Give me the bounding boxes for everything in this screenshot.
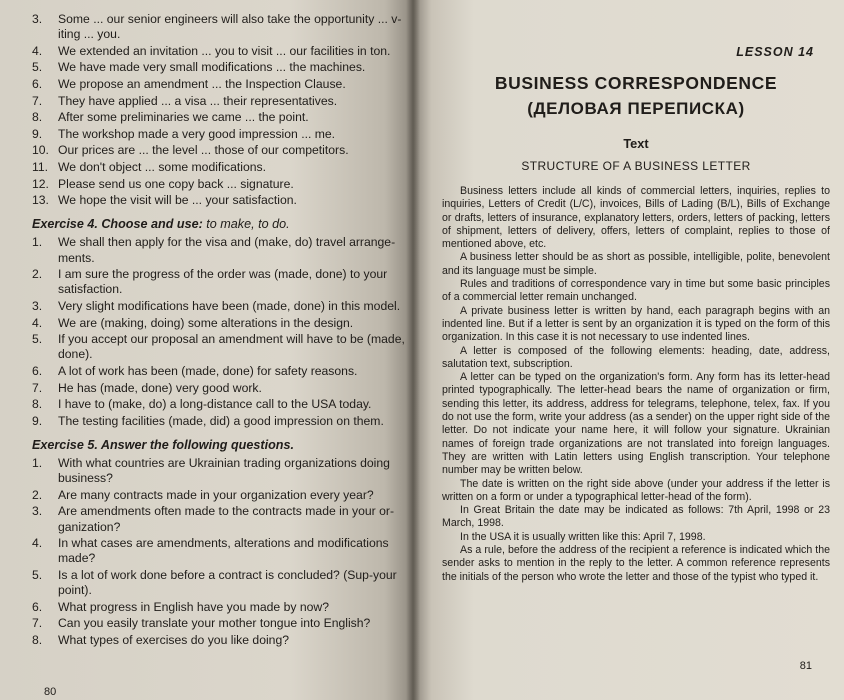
list-item — [32, 364, 406, 379]
item-text: A lot of work has been (made, done) for safety reasons. — [58, 363, 358, 378]
item-text: With what countries are Ukrainian trading organizations doing business? — [58, 455, 390, 486]
item-text: Very slight modifications have been (made, done) in this model. — [58, 298, 401, 313]
list-item — [32, 60, 406, 75]
item-number: 13. — [32, 193, 49, 208]
item-text: After some preliminaries we came ... the point. — [58, 110, 309, 125]
item-text: We have made very small modifications ... the machines. — [58, 60, 366, 75]
left-page — [0, 0, 414, 700]
item-text: Can you easily translate your mother tongue into English? — [58, 616, 371, 631]
list-item — [32, 160, 406, 175]
list-item — [32, 94, 406, 109]
book-gutter — [406, 0, 420, 700]
list-item — [32, 488, 406, 503]
item-number: 2. — [32, 487, 43, 502]
item-number: 3. — [32, 504, 43, 519]
item-text: We don't object ... some modifications. — [58, 159, 267, 174]
exercise-4-list — [32, 235, 406, 429]
item-number: 7. — [32, 616, 43, 631]
page-number-right: 81 — [799, 660, 812, 672]
exercise-5-title: Exercise 5. Answer the following questions. — [32, 437, 294, 452]
list-item — [32, 600, 406, 615]
body-paragraph: A letter can be typed on the organization's form. Any form has its letter-head printed typographically. The letter-head bears the name of organization or firm, sending this letter, its address, address for telegrams, telephone, telex, fax. If you do not use the form, write your address (as a sender) on the upper right side of the letter. Do not indicate your name here, it will follow your signature. Ukrainian names of foreign trade organizations are not translated into foreign languages. They are written with Latin letters using English transcription. Your telephone number may be written below. — [442, 371, 830, 477]
exercise-5-list — [32, 456, 406, 648]
item-number: 9. — [32, 126, 43, 141]
list-item — [32, 332, 406, 362]
list-item — [32, 414, 406, 429]
item-number: 5. — [32, 332, 43, 347]
list-item — [32, 536, 406, 566]
chapter-subtitle: (ДЕЛОВАЯ ПЕРЕПИСКА) — [527, 99, 745, 118]
item-text: They have applied ... a visa ... their representatives. — [58, 93, 338, 108]
item-text: I have to (make, do) a long-distance call to the USA today. — [58, 397, 372, 412]
list-item — [32, 143, 406, 158]
item-text: If you accept our proposal an amendment will have to be (made, done). — [58, 332, 405, 362]
item-text: The workshop made a very good impression ... me. — [58, 126, 336, 141]
body-paragraph: A business letter should be as short as possible, intelligible, polite, benevolent and its language must be simple. — [442, 251, 830, 277]
item-text: I am sure the progress of the order was (made, done) to your satisfaction. — [58, 267, 388, 297]
list-item — [32, 397, 406, 412]
right-page — [414, 0, 844, 700]
body-text — [442, 185, 830, 584]
item-number: 1. — [32, 455, 43, 470]
item-number: 2. — [32, 267, 43, 282]
item-text: In what cases are amendments, alterations and modifications made? — [58, 536, 389, 566]
list-item — [32, 110, 406, 125]
item-number: 8. — [32, 397, 43, 412]
exercise-4-heading: Exercise 4. Choose and use: — [32, 217, 203, 232]
item-number: 5. — [32, 60, 43, 75]
item-number: 4. — [32, 315, 43, 330]
section-label: Text — [623, 136, 649, 151]
exercise-4-title — [32, 217, 406, 231]
list-item — [32, 177, 406, 192]
list-item — [32, 633, 406, 648]
section-title: STRUCTURE OF A BUSINESS LETTER — [521, 159, 751, 173]
item-number: 3. — [32, 12, 43, 26]
item-number: 3. — [32, 298, 43, 313]
item-number: 6. — [32, 76, 43, 91]
item-number: 9. — [32, 413, 43, 428]
item-number: 5. — [32, 567, 43, 582]
item-text: We shall then apply for the visa and (make, do) travel arrange-ments. — [58, 235, 396, 265]
item-number: 7. — [32, 93, 43, 108]
item-number: 6. — [32, 363, 43, 378]
item-text: Is a lot of work done before a contract is concluded? (Sup-your point). — [58, 567, 397, 598]
item-text: Are many contracts made in your organization every year? — [58, 487, 374, 502]
list-item — [32, 381, 406, 396]
body-paragraph: The date is written on the right side above (under your address if the letter is written on a form or under a typographical letter-head of the form). — [442, 477, 830, 503]
item-text: What types of exercises do you like doing? — [58, 632, 290, 647]
body-paragraph: Rules and traditions of correspondence vary in time but some basic principles of a commercial letter remain unchanged. — [442, 278, 830, 304]
list-item — [32, 127, 406, 142]
page-number-left: 80 — [44, 686, 57, 698]
item-number: 8. — [32, 110, 43, 125]
exercise-4-instruction: to make, to do. — [206, 217, 290, 232]
body-paragraph: A letter is composed of the following elements: heading, date, address, salutation text, subscription. — [442, 344, 830, 370]
item-text: What progress in English have you made by now? — [58, 599, 329, 614]
item-text: We hope the visit will be ... your satisfaction. — [58, 193, 297, 208]
item-text: We are (making, doing) some alterations in the design. — [58, 315, 354, 330]
body-paragraph: In the USA it is usually written like this: April 7, 1998. — [460, 530, 706, 543]
list-item — [32, 44, 406, 59]
list-item — [32, 12, 406, 42]
list-item — [32, 235, 406, 265]
list-item — [32, 568, 406, 598]
body-paragraph: Business letters include all kinds of commercial letters, inquiries, replies to inquiries, Letters of Credit (L/C), invoices, Bills of Lading (B/L), Bills of Exchange or drafts, letters of insurance, explanatory letters, orders, letters of packing, letters of shipment, letters of delivery, offers, letters of complaint, replies to those of mentioned above, etc. — [442, 185, 830, 251]
list-item — [32, 193, 406, 208]
item-number: 1. — [32, 235, 43, 250]
list-item — [32, 616, 406, 631]
item-text: Please send us one copy back ... signature. — [58, 176, 294, 191]
list-item — [32, 267, 406, 297]
list-item — [32, 456, 406, 486]
body-paragraph: A private business letter is written by hand, each paragraph begins with an indented line. But if a letter is sent by an organization it is typed on the form of this organization. In this case it is not necessary to use indented lines. — [442, 304, 830, 344]
item-number: 12. — [32, 176, 49, 191]
item-text: He has (made, done) very good work. — [58, 380, 262, 395]
list-item — [32, 316, 406, 331]
item-number: 4. — [32, 536, 43, 551]
body-paragraph: In Great Britain the date may be indicated as follows: 7th April, 1998 or 23 March, 1998. — [442, 504, 830, 530]
item-number: 6. — [32, 599, 43, 614]
item-number: 4. — [32, 43, 43, 58]
item-text: Are amendments often made to the contracts made in your or-ganization? — [58, 504, 395, 534]
list-item — [32, 504, 406, 534]
exercise-3-list — [32, 12, 406, 208]
lesson-header: LESSON 14 — [736, 45, 814, 59]
item-text: Some ... our senior engineers will also take the opportunity ... v-iting ... you. — [58, 12, 402, 42]
item-number: 8. — [32, 632, 43, 647]
chapter-title: BUSINESS CORRESPONDENCE — [494, 73, 778, 93]
body-paragraph: As a rule, before the address of the recipient a reference is indicated which the sender asks to mention in the reply to the letter. A common reference represents the initials of the person who wrote the letter and those of the typist who typed it. — [442, 544, 830, 583]
item-text: The testing facilities (made, did) a good impression on them. — [58, 413, 384, 428]
item-number: 7. — [32, 380, 43, 395]
list-item — [32, 299, 406, 314]
item-text: We propose an amendment ... the Inspection Clause. — [58, 76, 346, 91]
list-item — [32, 77, 406, 92]
item-text: We extended an invitation ... you to visit ... our facilities in ton. — [58, 43, 391, 58]
item-number: 11. — [32, 159, 49, 174]
item-text: Our prices are ... the level ... those of our competitors. — [58, 143, 349, 158]
item-number: 10. — [32, 143, 49, 158]
